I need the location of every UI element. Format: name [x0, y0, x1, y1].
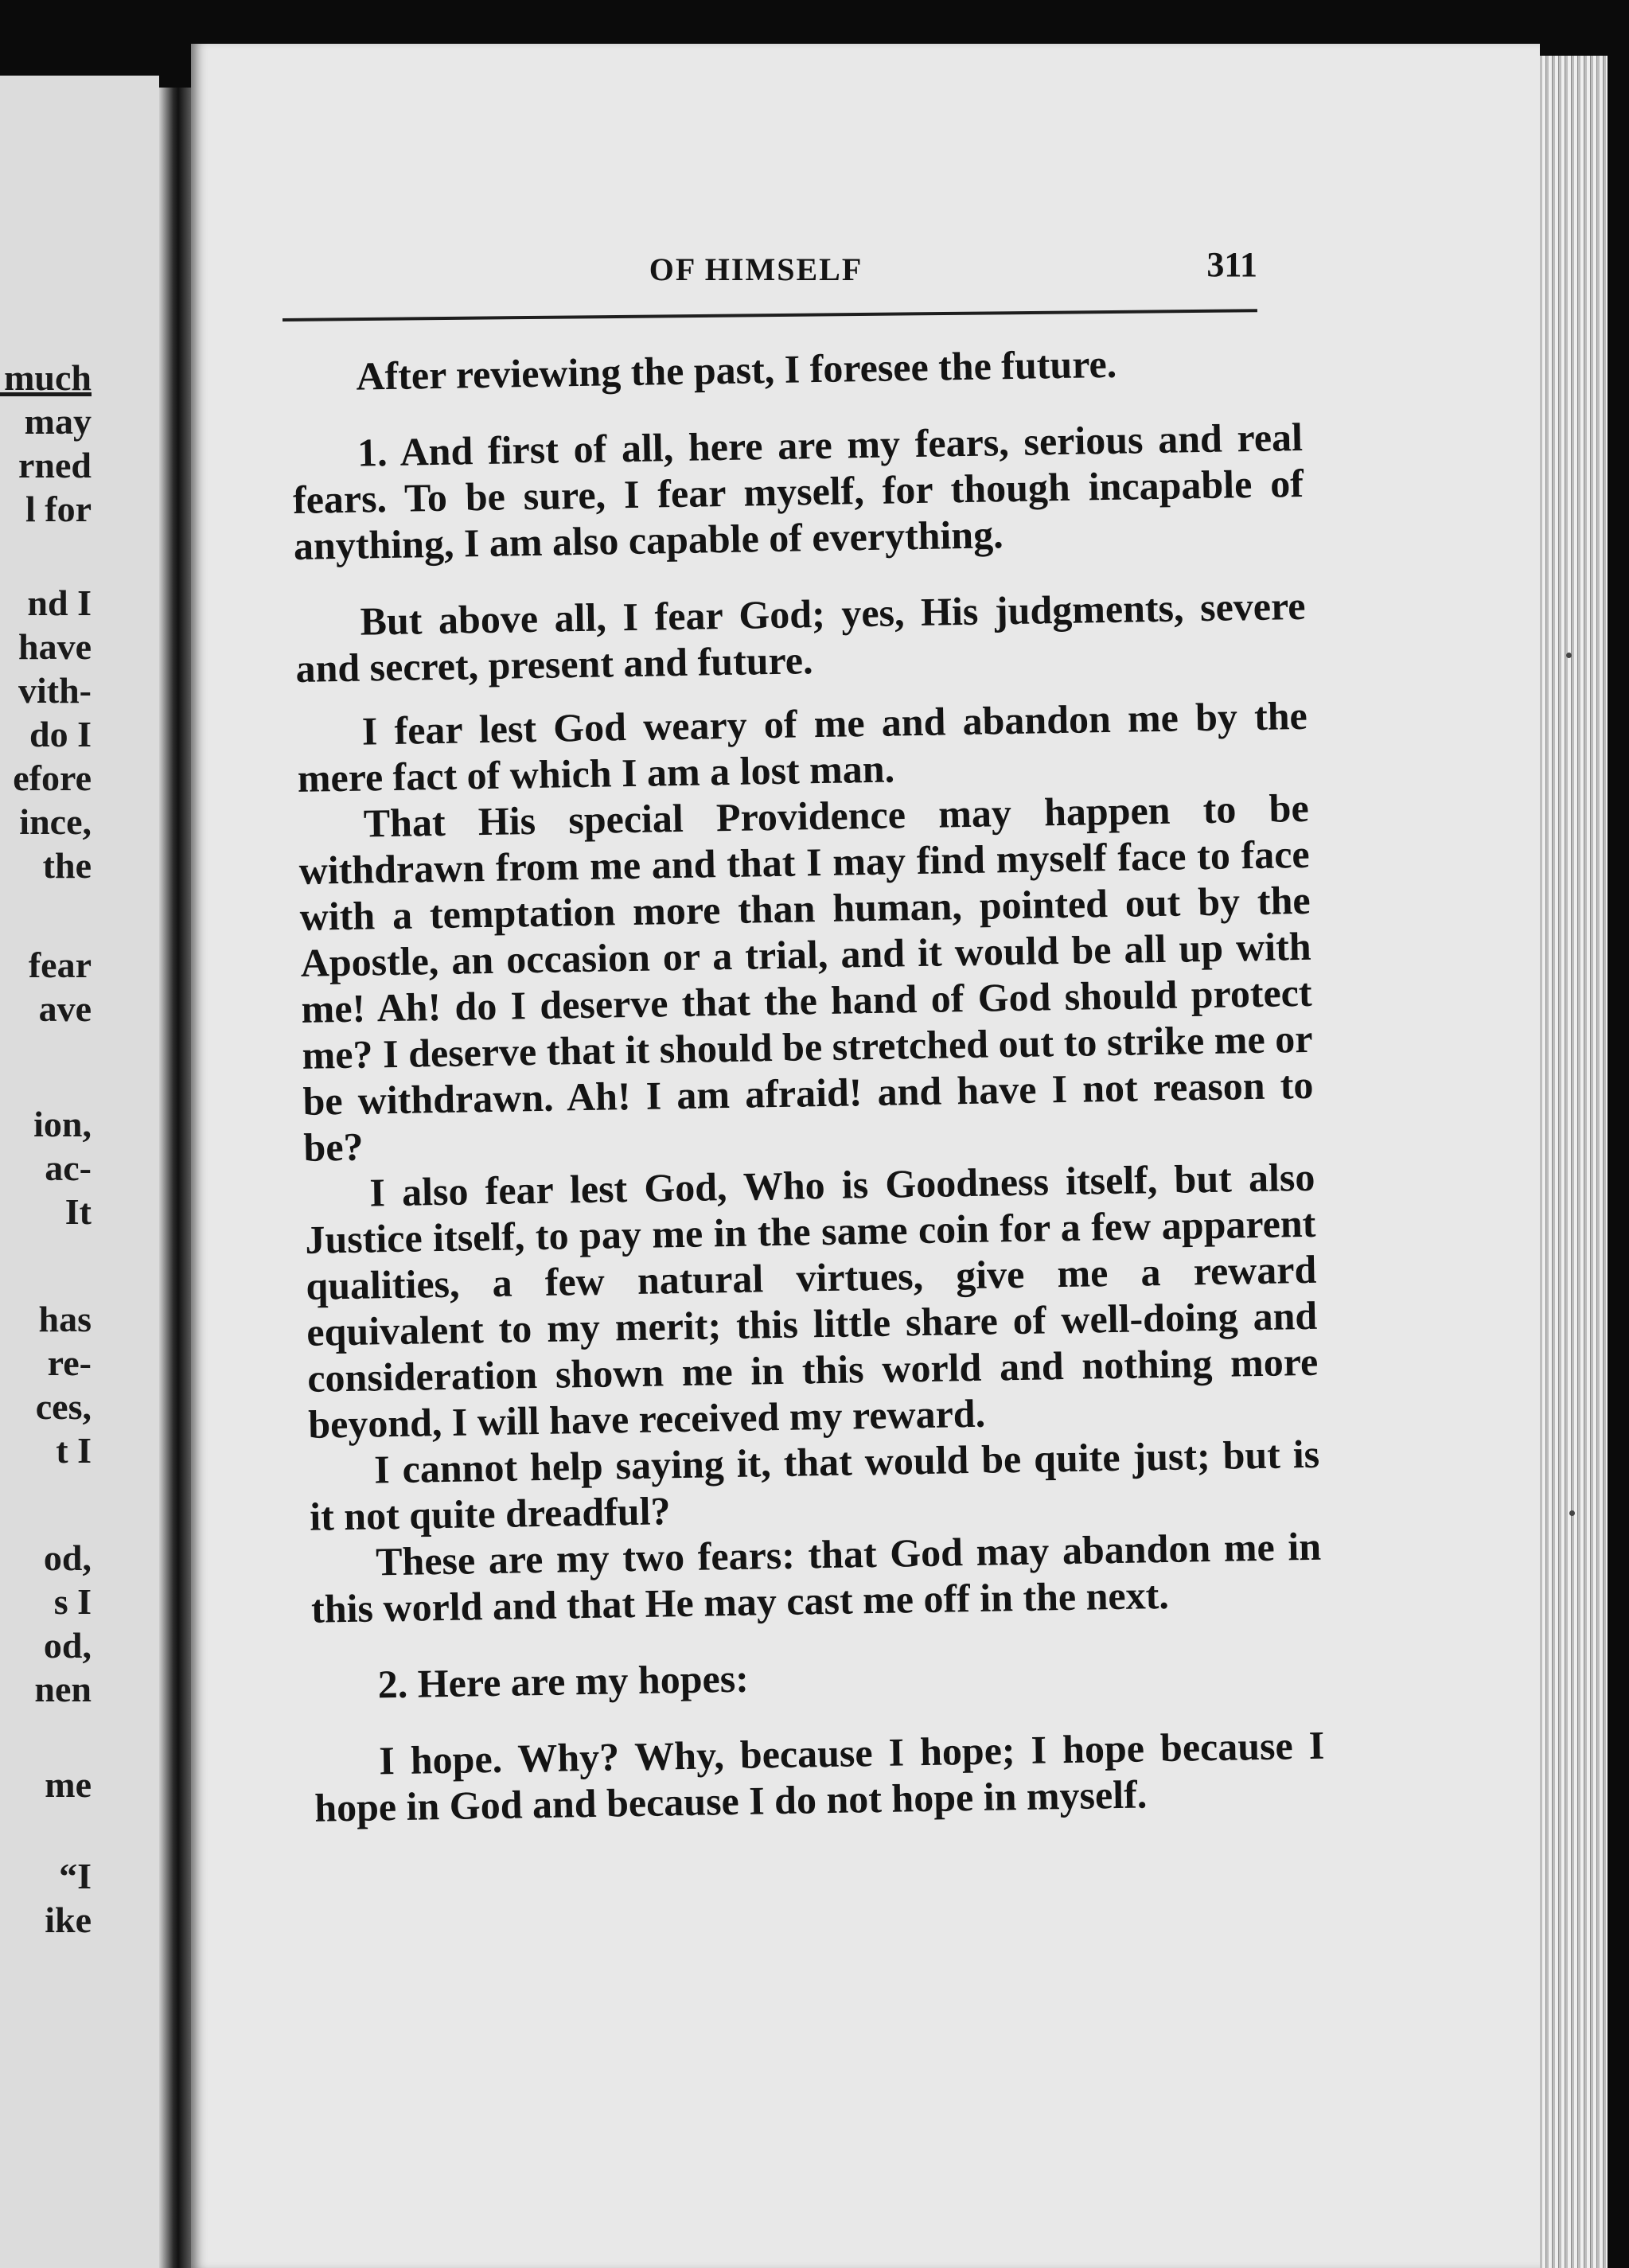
left-line: od,: [43, 1625, 92, 1666]
book-gutter: [159, 88, 191, 2268]
paragraph: These are my two fears: that God may abandon me in this world and that He may cast me off in the next.: [310, 1523, 1322, 1631]
paragraph: After reviewing the past, I foresee the future.: [356, 341, 1117, 399]
page-number: 311: [1206, 245, 1257, 284]
paragraph: 1. And first of all, here are my fears, serious and real fears. To be sure, I fear myself, for though incapable of anything, I am also capable of everything.: [292, 414, 1304, 568]
paragraph: I hope. Why? Why, because I hope; I hope because I hope in God and because I do not hope in myself.: [314, 1722, 1325, 1830]
margin-speck: [1566, 653, 1572, 658]
left-line: ave: [38, 988, 92, 1029]
paragraph: I fear lest God weary of me and abandon me by the mere fact of which I am a lost man.: [297, 692, 1308, 801]
left-line: fear: [28, 945, 92, 985]
running-head: [255, 245, 1257, 302]
left-line: rned: [18, 445, 92, 485]
left-line: do I: [29, 714, 92, 754]
left-line: re-: [47, 1342, 92, 1383]
left-line: s I: [53, 1581, 92, 1622]
left-line: It: [64, 1191, 92, 1232]
running-title: OF HIMSELF: [649, 251, 863, 287]
page-edges: [1540, 56, 1608, 2268]
left-line: t I: [56, 1430, 92, 1471]
left-line: ike: [45, 1900, 92, 1940]
page-body: [290, 337, 1326, 1831]
scan-background: [1608, 0, 1629, 2268]
paragraph: 2. Here are my hopes:: [377, 1655, 750, 1707]
left-line: ion,: [33, 1104, 92, 1144]
left-facing-page: [0, 76, 159, 2268]
left-line: ces,: [35, 1386, 92, 1427]
left-line: l for: [25, 489, 92, 529]
left-line: ac-: [45, 1148, 92, 1188]
left-line: the: [42, 845, 92, 886]
left-line: me: [45, 1764, 92, 1805]
left-line: have: [18, 626, 92, 667]
left-line: much: [4, 357, 92, 398]
paragraph: I also fear lest God, Who is Goodness itself, but also Justice itself, to pay me in the same coin for a few apparent qualities, a few natural virtues, give me a reward equivalent to my merit; this little share of well-doing and consideration shown me in this world and nothing more beyond, I will have received my reward.: [304, 1154, 1319, 1447]
paragraph: But above all, I fear God; yes, His judgments, severe and secret, present and future.: [295, 583, 1306, 691]
left-line: nen: [34, 1669, 92, 1709]
left-line: has: [38, 1299, 92, 1339]
left-line: may: [24, 401, 92, 442]
paragraph: I cannot help saying it, that would be quite just; but is it not quite dreadful?: [309, 1431, 1320, 1539]
left-line: nd I: [27, 583, 92, 623]
margin-speck: [1569, 1510, 1575, 1516]
left-line: vith-: [18, 670, 92, 711]
left-line: “I: [59, 1856, 92, 1896]
left-line: ince,: [19, 801, 92, 842]
left-line: od,: [43, 1537, 92, 1578]
left-line: efore: [13, 758, 92, 798]
paragraph: That His special Providence may happen to be withdrawn from me and that I may find myself face to face with a temptation more than human, pointed out by the Apostle, an occasion or a trial, and it would be all up with me! Ah! do I deserve that the hand of God should protect me? I deserve that it should be stretched out to strike me or be withdrawn. Ah! I am afraid! and have I not reason to be?: [298, 785, 1314, 1170]
